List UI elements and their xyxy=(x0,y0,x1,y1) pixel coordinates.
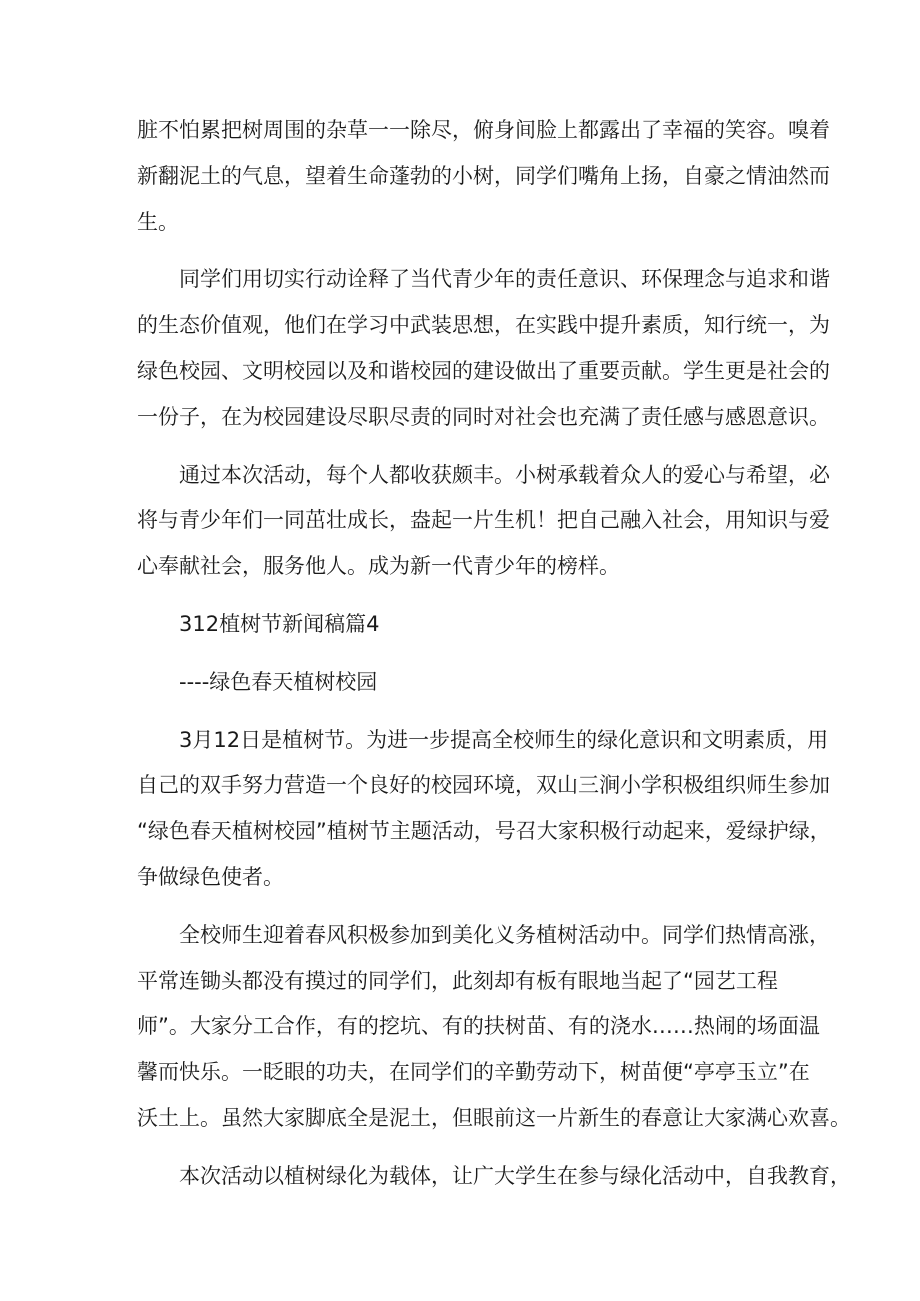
paragraph-3 xyxy=(137,453,830,590)
text-line: 馨而快乐。一眨眼的功夫，在同学们的辛勤劳动下，树苗便“亭亭玉立”在 xyxy=(137,1060,810,1085)
text-line: 3月12日是植树节。为进一步提高全校师生的绿化意识和文明素质，用 xyxy=(179,727,829,752)
text-line: 本次活动以植树绿化为载体，让广大学生在参与绿化活动中，自我教育， xyxy=(179,1163,851,1188)
text-line: 师”。大家分工合作，有的挖坑、有的扶树苗、有的浇水……热闹的场面温 xyxy=(137,1014,820,1039)
text-line: 的生态价值观，他们在学习中武装思想，在实践中提升素质，知行统一，为 xyxy=(137,313,830,338)
section-heading xyxy=(137,602,797,648)
text-line: 全校师生迎着春风积极参加到美化义务植树活动中。同学们热情高涨， xyxy=(179,922,830,947)
text-line: “绿色春天植树校园”植树节主题活动，号召大家积极行动起来，爱绿护绿， xyxy=(137,819,831,844)
paragraph-6 xyxy=(137,1154,851,1200)
text-line: 心奉献社会，服务他人。成为新一代青少年的榜样。 xyxy=(137,554,620,579)
paragraph-1 xyxy=(137,108,830,245)
text-line: 新翻泥土的气息，望着生命蓬勃的小树，同学们嘴角上扬，自豪之情油然而 xyxy=(137,163,830,188)
text-line: 沃土上。虽然大家脚底全是泥土，但眼前这一片新生的春意让大家满心欢喜。 xyxy=(137,1105,851,1130)
text-line: 绿色校园、文明校园以及和谐校园的建设做出了重要贡献。学生更是社会的 xyxy=(137,358,830,383)
text-line: 一份子，在为校园建设尽职尽责的同时对社会也充满了责任感与感恩意识。 xyxy=(137,404,830,429)
text-line: 平常连锄头都没有摸过的同学们，此刻却有板有眼地当起了“园艺工程 xyxy=(137,968,778,993)
text-line: 脏不怕累把树周围的杂草一一除尽，俯身间脸上都露出了幸福的笑容。嗅着 xyxy=(137,118,830,142)
subtitle-text: ----绿色春天植树校园 xyxy=(179,669,378,694)
text-line: 通过本次活动，每个人都收获颇丰。小树承载着众人的爱心与希望，必 xyxy=(179,462,830,487)
heading-text: 312植树节新闻稿篇4 xyxy=(179,611,380,636)
document-body xyxy=(137,108,851,1200)
text-line: 同学们用切实行动诠释了当代青少年的责任意识、环保理念与追求和谐 xyxy=(179,267,830,292)
text-line: 将与青少年们一同茁壮成长，盎起一片生机！把自己融入社会，用知识与爱 xyxy=(137,508,830,533)
text-line: 争做绿色使者。 xyxy=(137,864,284,889)
section-subtitle xyxy=(137,660,797,706)
text-line: 生。 xyxy=(137,209,179,234)
paragraph-4 xyxy=(137,718,831,901)
paragraph-2 xyxy=(137,257,830,440)
text-line: 自己的双手努力营造一个良好的校园环境，双山三涧小学积极组织师生参加 xyxy=(137,773,830,798)
paragraph-5 xyxy=(137,913,851,1142)
